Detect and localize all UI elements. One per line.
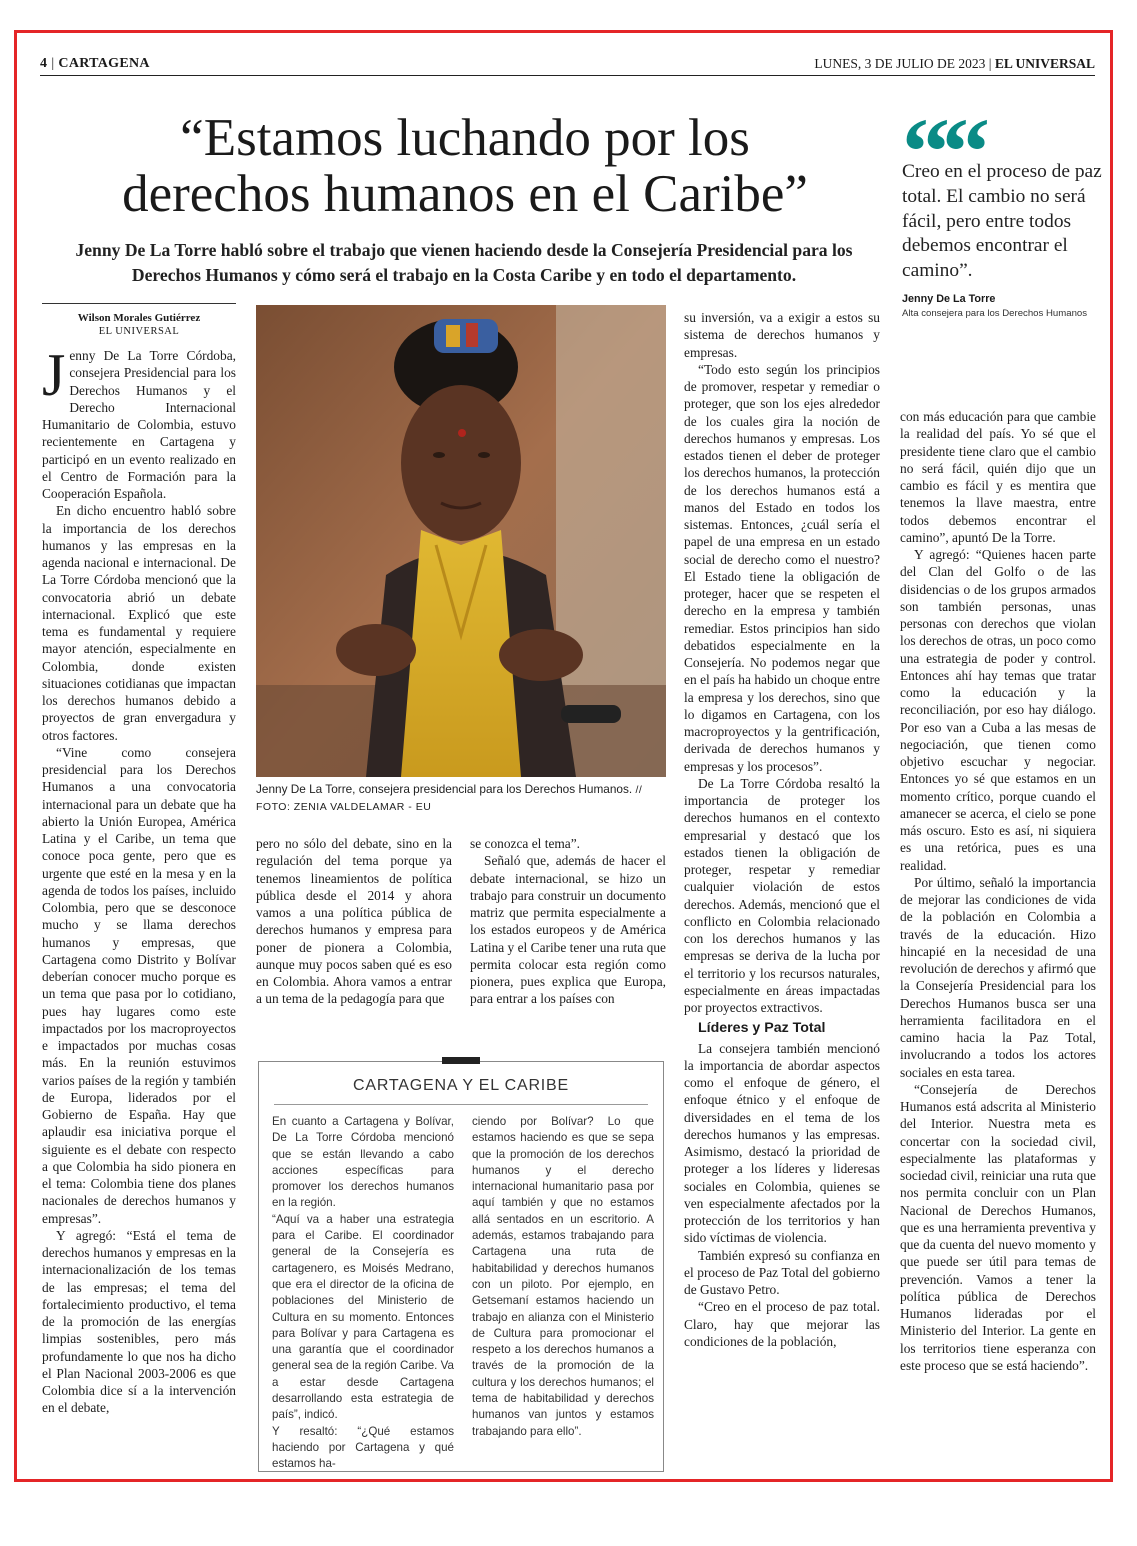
article-column-3: [470, 835, 666, 1008]
paragraph: Y resaltó: “¿Qué estamos haciendo por Cartagena y qué estamos ha-: [272, 1424, 454, 1471]
article-photo: [256, 305, 666, 777]
headline-line-1: “Estamos luchando por los: [180, 109, 750, 167]
paragraph: ciendo por Bolívar? Lo que estamos haciendo es que se sepa que la promoción de los derechos humanos y el derecho internacional humanitario pasa por aquí también y que no estamos allá sentados en un escritorio. A además, estamos trabajando para Cartagena una ruta de habitabilidad y derechos humanos con un piloto. Por ejemplo, en Getsemaní estamos haciendo un trabajo en alianza con el Ministerio de Cultura para promocionar el respeto a los derechos humanos a través de la promoción de la cultura y los derechos humanos; el tema de habitabilidad y derechos humanos van juntos y estamos trabajando para ello”.: [472, 1115, 654, 1438]
header-rule: [40, 75, 1095, 76]
pull-quote-author: Jenny De La Torre: [902, 293, 996, 305]
paragraph: También expresó su confianza en el proceso de Paz Total del gobierno de Gustavo Petro.: [684, 1247, 880, 1297]
byline: [42, 312, 236, 338]
paragraph: En dicho encuentro habló sobre la importancia de los derechos humanos y las empresas en la agenda nacional e internacional. De La Torre Córdoba mencionó que la convocatoria abrió un debate internacional. Explicó que este tema es fundamental y requiere mayor atención, especialmente en Colombia, donde existen situaciones cotidianas que impactan los derechos humanos debido a proyectos de gran envergadura y otros factores.: [42, 503, 236, 743]
paragraph: Por último, señaló la importancia de mejorar las condiciones de vida de la población en Colombia a través de la educación. Hizo hincapié en la necesidad de una revolución de derechos y afirmó que la Consejería Presidencial para los Derechos Humanos busca ser una herramienta facilitadora en el camino hacia la Paz Total, involucrando a todos los actores sociales en esta tarea.: [900, 874, 1096, 1080]
byline-org: EL UNIVERSAL: [98, 326, 180, 337]
paragraph: con más educación para que cambie la realidad del país. Yo sé que el presidente tiene claro que el cambio no será fácil, quién dijo que un cambio es fácil y es mentira que tenemos la llave maestra, entre todos debemos encontrar el camino”, apuntó De la Torre.: [900, 409, 1096, 545]
article-deck: Jenny De La Torre habló sobre el trabajo que vienen haciendo desde la Consejería Presidencial para los Derechos Humanos y cómo será el trabajo en la Costa Caribe y en todo el departamento.: [75, 240, 853, 285]
drop-cap: J: [42, 342, 66, 408]
paragraph: “Aquí va a haber una estrategia para el Caribe. El coordinador general de la Consejería es cartagenero, es Moisés Medrano, que era el director de la oficina de poblaciones del Ministerio de Cultura en su momento. Entonces para Bolívar y para Cartagena es una garantía que el coordinador general sea de la región Caribe. Va a estar desde Cartagena desarrollando esta estrategia de país”, indicó.: [272, 1212, 454, 1422]
page-number: 4: [40, 56, 48, 71]
paragraph: Jenny De La Torre Córdoba, consejera Presidencial para los Derechos Humanos y el Derecho Internacional Humanitario de Colombia, estuvo recientemente en Cartagena y participó en un evento realizado en el Centro de Formación para la Cooperación Española.: [42, 342, 236, 501]
paragraph: De La Torre Córdoba resaltó la importancia de proteger los derechos humanos en el contexto empresarial y destacó que los estados tienen la obligación de proteger, respetar y remediar cualquier violación de estos derechos. Además, mencionó que el conflicto en Colombia relacionado con los derechos humanos y las empresas se deriva de la lucha por el territorio y los recursos naturales, especialmente en áreas impactadas por proyectos extractivos.: [684, 775, 880, 1015]
pull-quote-text: Creo en el proceso de paz total. El cambio no será fácil, pero entre todos debemos encontrar el camino”.: [902, 161, 1102, 282]
sidebar-box-rule: [274, 1104, 648, 1105]
page-header-section: 4 | CARTAGENA: [40, 56, 150, 71]
byline-name: Wilson Morales Gutiérrez: [77, 312, 201, 324]
page-header-date: LUNES, 3 DE JULIO DE 2023 | EL UNIVERSAL: [814, 56, 1095, 71]
section-name: CARTAGENA: [58, 56, 150, 71]
photo-credit: // FOTO: ZENIA VALDELAMAR - EU: [256, 784, 643, 813]
article-column-2: [256, 835, 452, 1008]
paragraph: Señaló que, además de hacer el debate internacional, se hizo un trabajo para construir un documento matriz que permita especialmente a los estados europeos y de América Latina y el Caribe tener una ruta que permita colocar esta región como pionera, pues explica que Europa, para entrar a los países con: [470, 853, 666, 1007]
issue-date: LUNES, 3 DE JULIO DE 2023: [814, 56, 986, 71]
article-column-4: [684, 309, 880, 1350]
sidebar-column-right: [472, 1114, 654, 1440]
paragraph: Y agregó: “Está el tema de derechos humanos y empresas en la internacionalización de los temas de las empresas; el tema del fortalecimiento productivo, el tema de la promoción de las energías limpias sostenibles, pero más profundamente lo que nos ha dicho el Plan Nacional 2003-2006 es que Colombia dice sí a la intervención en el debate,: [42, 1227, 236, 1416]
portrait-illustration: [256, 305, 666, 777]
pull-quote-role: Alta consejera para los Derechos Humanos: [902, 308, 1088, 319]
paragraph: su inversión, va a exigir a estos su sistema de derechos humanos y empresas.: [684, 310, 880, 360]
quote-mark-icon: ““: [902, 98, 982, 205]
photo-caption: [256, 781, 666, 815]
caption-text: Jenny De La Torre, consejera presidencial para los Derechos Humanos.: [256, 782, 633, 796]
paragraph: En cuanto a Cartagena y Bolívar, De La Torre Córdoba mencionó que se están llevando a cabo acciones específicas para promover los derechos humanos en la región.: [272, 1115, 454, 1210]
sidebar-column-left: [272, 1114, 454, 1473]
paragraph: “Creo en el proceso de paz total. Claro, hay que mejorar las condiciones de la población,: [684, 1299, 880, 1349]
paragraph: Y agregó: “Quienes hacen parte del Clan del Golfo o de las disidencias o de los grupos armados son también personas, unas personas con derechos que violan los derechos de otras, un poco como una estrategia de poder y control. Entonces ahí hay temas que tratar como la educación y la reconciliación, por eso hay diálogo. Por eso van a Cuba a las mesas de negociación, que tienen como objetivo escuchar y negociar. Entonces yo sé que estamos en un momento crítico, porque cuando el amanecer se acerca, el cielo se pone más oscuro. Esto es así, ni siquiera es una retórica, pues es una realidad.: [900, 547, 1096, 873]
byline-rule: [42, 303, 236, 304]
headline-line-2: derechos humanos en el Caribe”: [122, 165, 808, 223]
paragraph: “Todo esto según los principios de promover, respetar y remediar o proteger, que son los ejes alrededor de los cuales gira la noción de derechos humanos y empresas. Los estados tienen el deber de proteger los derechos humanos, la protección de los derechos humanos está a manos del Estado en todos los sistemas. Entonces, ¿cuál sería el papel de una empresa en un estado social de derecho como el nuestro? El Estado tiene la obligación de proteger, hacer que se respeten el derecho en la empresa y también remediar. Estos principios han sido debatidos especialmente en la Consejería. No podemos negar que en el país ha habido un choque entre la empresa y los derechos, sino que lo digamos en Cartagena, con los macroproyectos y la gentrificación, derivada de derechos humanos y empresas y los procesos”.: [684, 361, 880, 774]
article-column-1: [42, 342, 236, 1417]
sidebar-box-tab: [442, 1057, 480, 1064]
paragraph: “Consejería de Derechos Humanos está adscrita al Ministerio del Interior. Nuestra meta es concertar con la sociedad civil, especialmente las plataformas y sociedad civil, reiniciar una ruta que nos permita concluir con un Plan Nacional de Derechos Humanos, que es una herramienta preventiva y que da cuenta del nuevo momento y que puede ser útil para temas de prevención. Vamos a tener la política pública de Derechos Humanos lideradas por el Ministerio del Interior. La gente en los territorios tiene esperanza con este proceso que se está haciendo”.: [900, 1081, 1096, 1373]
headline: [40, 110, 890, 222]
subheading: Líderes y Paz Total: [698, 1020, 826, 1037]
paragraph: La consejera también mencionó la importancia de abordar aspectos como el enfoque de género, el enfoque étnico y el enfoque de diversidades en el tema de los derechos humanos y las empresas. Asimismo, destacó la prioridad de proteger a los líderes y lideresas sociales en Colombia, quienes se ven especialmente afectados por la protección de los territorios y han sido víctimas de violencia.: [684, 1040, 880, 1246]
paragraph: se conozca el tema”.: [470, 836, 581, 851]
newspaper-name: EL UNIVERSAL: [994, 56, 1095, 71]
article-column-5: [900, 408, 1096, 1374]
paragraph: pero no sólo del debate, sino en la regulación del tema porque ya tenemos lineamientos de política pública desde el 2014 y ahora vamos a una política pública de derechos humanos y empresa para poner de pionera a Colombia, aunque muy pocos saben qué es eso en Colombia. Ahora vamos a entrar a un tema de la pedagogía para que: [256, 836, 452, 1007]
sidebar-box-title: CARTAGENA Y EL CARIBE: [353, 1077, 569, 1094]
paragraph: “Vine como consejera presidencial para los Derechos Humanos a una convocatoria internacional para un debate que ha abierto la Unión Europea, América Latina y el Caribe, un tema que conoce poca gente, pero que es urgente que esté en la mesa y en la agenda de todos los países, incluido Colombia, pero que se desconoce mucho y se llama derechos humanos y empresas, que Cartagena como Distrito y Bolívar deberían conocer mucho porque es un tema que pasa por lo cotidiano, pues hay lugares como este impactados por los macroproyectos e impactados por muchas cosas más. En la reunión estuvimos varios países de la región y también de Europa, liderados por el Gobierno de España. Hay que aplaudir esa iniciativa porque el siguiente es el debate con respecto a que Colombia ha sido pionera en el tema: Colombia tiene dos planes nacionales de derechos humanos y empresas”.: [42, 744, 236, 1226]
